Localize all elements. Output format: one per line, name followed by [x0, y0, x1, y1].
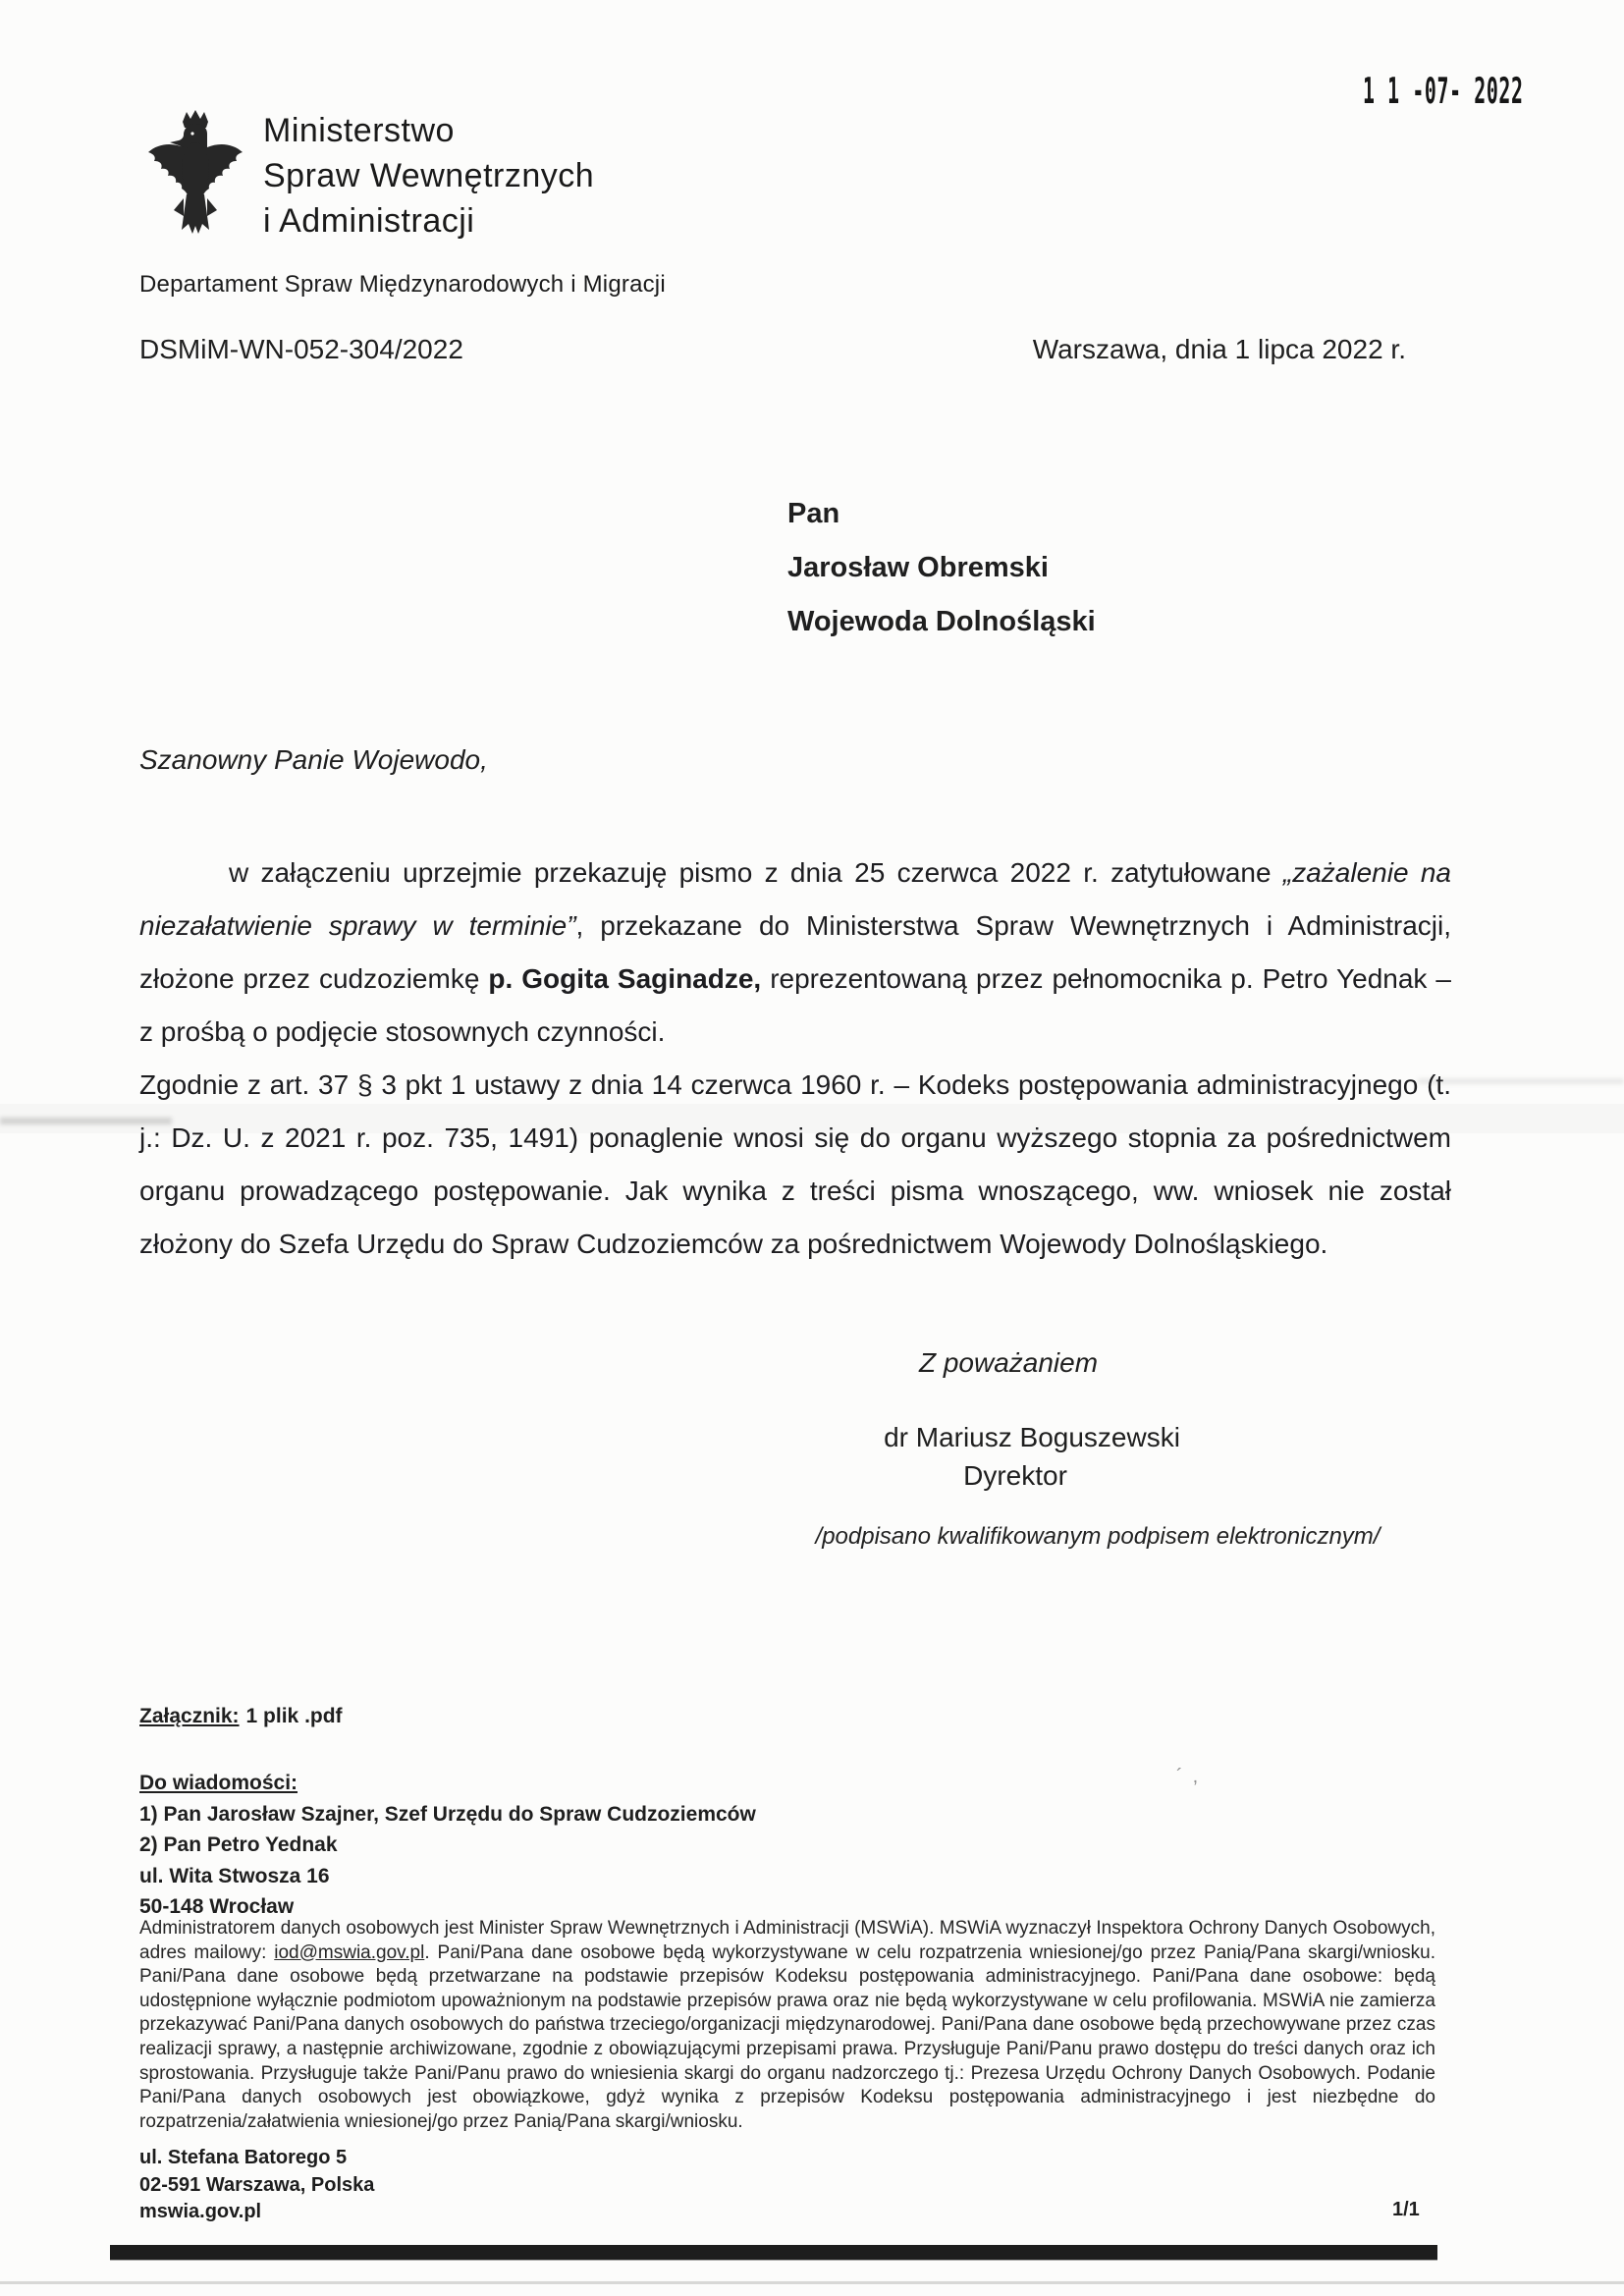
letterhead [145, 108, 594, 244]
cc-line: 2) Pan Petro Yednak [139, 1833, 338, 1856]
scan-crease-right [1418, 1078, 1624, 1084]
cc-line: ul. Wita Stwosza 16 [139, 1864, 330, 1887]
footer-address-block [139, 2145, 374, 2226]
paragraph-1 [139, 847, 1451, 1059]
addressee-name: Jarosław Obremski [787, 552, 1049, 583]
privacy-notice [139, 1917, 1435, 2134]
page-number: 1/1 [1392, 2199, 1420, 2220]
addressee-role: Wojewoda Dolnośląski [787, 606, 1096, 637]
paragraph-1-mid: , przekazane do Ministerstwa Spraw Wewnętrznych i Administracji, złożone przez cudzoziemkę [139, 910, 1452, 994]
pencil-mark: ´, [1176, 1766, 1209, 1787]
attachment-label: Załącznik: [139, 1705, 240, 1727]
reference-number: DSMiM-WN-052-304/2022 [139, 334, 463, 364]
department-name: Departament Spraw Międzynarodowych i Migracji [139, 271, 666, 298]
electronic-signature-note: /podpisano kwalifikowanym podpisem elektronicznym/ [815, 1523, 1380, 1550]
paragraph-1-end: reprezentowaną przez pełnomocnika p. Petro Yednak – z prośbą o podjęcie stosownych czynności. [139, 963, 1451, 1047]
paragraph-1-quoted-title: „zażalenie na niezałatwienie sprawy w terminie” [139, 857, 1451, 941]
letter-body [139, 847, 1451, 1271]
place-and-date: Warszawa, dnia 1 lipca 2022 r. [1032, 334, 1406, 364]
privacy-text-after-email: . Pani/Pana dane osobowe będą wykorzystywane w celu rozpatrzenia wniesionej/go przez Panią/Pana skargi/wniosku. Pani/Pana dane osobowe będą przetwarzane na podstawie przepisów Kodeksu postępowania administracyjnego. Pani/Pana dane osobowe: będą udostępnione wyłącznie podmiotom upoważnionym na podstawie przepisów prawa oraz nie będą wykorzystywane w celu profilowania. MSWiA nie zamierza przekazywać Pani/Pana danych osobowych do państwa trzeciego/organizacji międzynarodowej. Pani/Pana dane osobowe będą przechowywane przez czas realizacji sprawy, a następnie archiwizowane, zgodnie z obowiązującymi przepisami prawa. Przysługuje Pani/Panu prawo dostępu do treści danych oraz ich sprostowania. Przysługuje także Pani/Panu prawo do wniesienia skargi do organu nadzorczego tj.: Prezesa Urzędu Ochrony Danych Osobowych. Podanie Pani/Pana danych osobowych jest obowiązkowe, gdyż wynika z przepisów Kodeksu postępowania administracyjnego i jest niezbędne do rozpatrzenia/załatwienia wniesionej/go przez Panią/Pana skargi/wniosku. [139, 1941, 1435, 2132]
salutation: Szanowny Panie Wojewodo, [139, 744, 488, 775]
ministry-name-line3: i Administracji [263, 202, 475, 240]
footer-street: ul. Stefana Batorego 5 [139, 2147, 348, 2168]
scan-bottom-bar [110, 2245, 1437, 2260]
privacy-text-before-email: Administratorem danych osobowych jest Minister Spraw Wewnętrznych i Administracji (MSWiA). MSWiA wyznaczył Inspektora Ochrony Danych Osobowych, adres mailowy: [139, 1918, 1435, 1963]
cc-block [139, 1768, 756, 1923]
addressee-title: Pan [787, 498, 840, 529]
paragraph-2: Zgodnie z art. 37 § 3 pkt 1 ustawy z dnia 14 czerwca 1960 r. – Kodeks postępowania administracyjnego (t. j.: Dz. U. z 2021 r. poz. 735, 1491) ponaglenie wnosi się do organu wyższego stopnia za pośrednictwem organu prowadzącego postępowanie. Jak wynika z treści pisma wnoszącego, ww. wniosek nie został złożony do Szefa Urzędu do Spraw Cudzoziemców za pośrednictwem Wojewody Dolnośląskiego. [139, 1069, 1451, 1259]
reference-line [139, 334, 1406, 365]
ministry-name-line1: Ministerstwo [263, 112, 455, 149]
footer-city: 02-591 Warszawa, Polska [139, 2173, 375, 2196]
ministry-name-line2: Spraw Wewnętrznych [263, 157, 595, 194]
cc-label: Do wiadomości: [139, 1772, 298, 1794]
received-date-stamp: 1 1 -07- 2022 [1363, 71, 1524, 113]
ministry-name [263, 108, 594, 244]
signer-title: Dyrektor [963, 1460, 1067, 1491]
addressee-block [787, 487, 1096, 649]
scan-bottom-edge-line [0, 2281, 1624, 2284]
scan-crease-left [0, 1118, 172, 1124]
paragraph-1-person-name: p. Gogita Saginadze, [488, 963, 762, 994]
privacy-email-address: iod@mswia.gov.pl [274, 1941, 425, 1963]
polish-eagle-emblem-icon [145, 108, 245, 240]
scan-shade-band [0, 1104, 1624, 1133]
cc-line: 50-148 Wrocław [139, 1895, 295, 1918]
paragraph-1-intro: w załączeniu uprzejmie przekazuję pismo z dnia 25 czerwca 2022 r. zatytułowane [229, 857, 1283, 888]
attachment-value: 1 plik .pdf [245, 1705, 343, 1727]
footer-website: mswia.gov.pl [139, 2201, 262, 2222]
signer-name: dr Mariusz Boguszewski [884, 1422, 1180, 1452]
attachment-line [139, 1705, 343, 1728]
closing-phrase: Z poważaniem [918, 1347, 1099, 1378]
cc-line: 1) Pan Jarosław Szajner, Szef Urzędu do Spraw Cudzoziemców [139, 1802, 756, 1826]
